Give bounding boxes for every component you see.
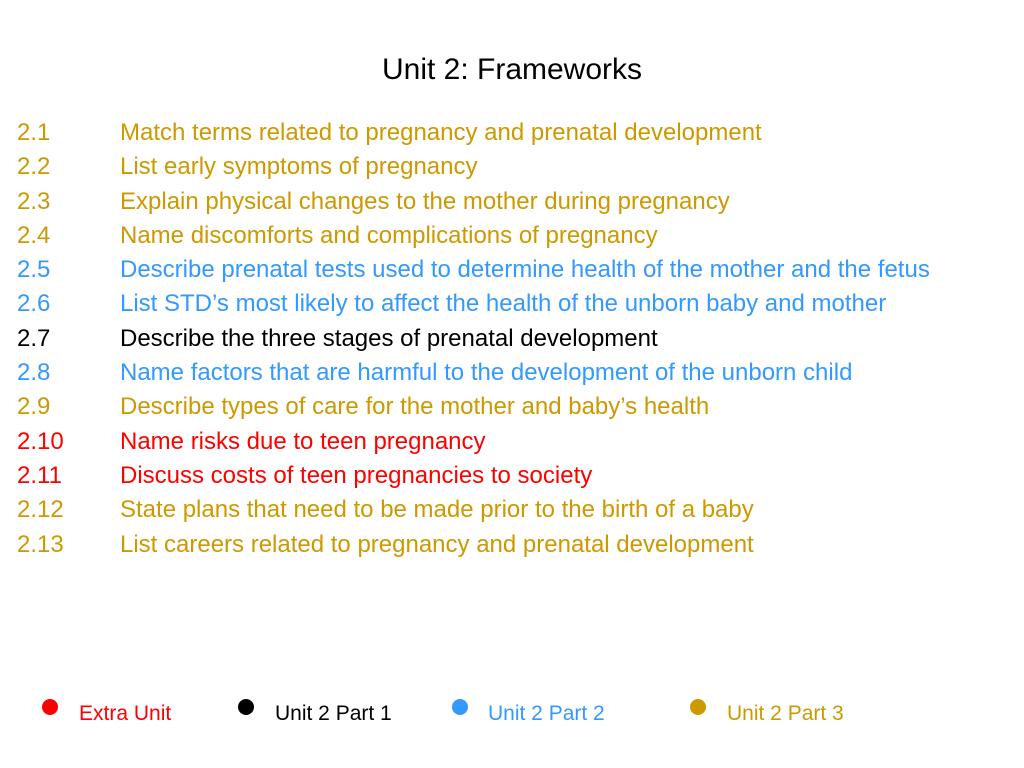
item-number: 2.6: [17, 290, 51, 318]
item-number: 2.9: [17, 393, 51, 421]
legend-label: Unit 2 Part 1: [275, 702, 392, 725]
item-text: Match terms related to pregnancy and prenatal development: [120, 119, 762, 146]
list-item: [17, 287, 1017, 321]
legend: [0, 697, 1024, 731]
list-item: [17, 390, 1017, 424]
bullet-icon: [690, 699, 706, 715]
item-text: State plans that need to be made prior to the birth of a baby: [120, 496, 754, 524]
list-item: [17, 150, 1017, 184]
item-text: List STD’s most likely to affect the health of the unborn baby and mother: [120, 290, 887, 318]
item-text: Describe the three stages of prenatal development: [120, 324, 658, 352]
item-number: 2.10: [17, 427, 64, 455]
item-text: Name risks due to teen pregnancy: [120, 427, 486, 455]
item-text: Describe prenatal tests used to determine health of the mother and the fetus: [120, 256, 930, 284]
item-text: Name factors that are harmful to the development of the unborn child: [120, 359, 853, 387]
legend-label: Unit 2 Part 3: [727, 702, 844, 725]
list-item: [17, 322, 1017, 356]
list-item: [17, 425, 1017, 459]
slide-title: Unit 2: Frameworks: [381, 53, 643, 86]
list-item: [17, 185, 1017, 219]
list-item: [17, 459, 1017, 493]
list-item: [17, 356, 1017, 390]
item-number: 2.11: [17, 461, 62, 489]
item-text: Explain physical changes to the mother during pregnancy: [120, 187, 730, 215]
item-number: 2.13: [17, 530, 64, 558]
bullet-icon: [238, 699, 254, 715]
list-item: [17, 116, 1017, 150]
item-text: Discuss costs of teen pregnancies to society: [120, 461, 593, 489]
legend-label: Unit 2 Part 2: [488, 702, 605, 725]
list-item: [17, 253, 1017, 287]
item-text: Describe types of care for the mother and baby’s health: [120, 393, 710, 421]
list-item: [17, 219, 1017, 253]
legend-label: Extra Unit: [79, 702, 172, 725]
item-text: List early symptoms of pregnancy: [120, 153, 478, 181]
bullet-icon: [42, 699, 58, 715]
item-text: List careers related to pregnancy and prenatal development: [120, 530, 754, 558]
item-number: 2.12: [17, 496, 64, 524]
item-number: 2.2: [17, 153, 51, 181]
item-number: 2.1: [17, 119, 51, 146]
item-number: 2.8: [17, 359, 51, 387]
item-text: Name discomforts and complications of pregnancy: [120, 221, 658, 249]
list-item: [17, 528, 1017, 562]
item-number: 2.3: [17, 187, 51, 215]
item-number: 2.4: [17, 221, 51, 249]
item-number: 2.7: [17, 324, 51, 352]
item-number: 2.5: [17, 256, 51, 284]
bullet-icon: [452, 699, 468, 715]
list-item: [17, 493, 1017, 527]
objectives-list: [17, 116, 1017, 562]
